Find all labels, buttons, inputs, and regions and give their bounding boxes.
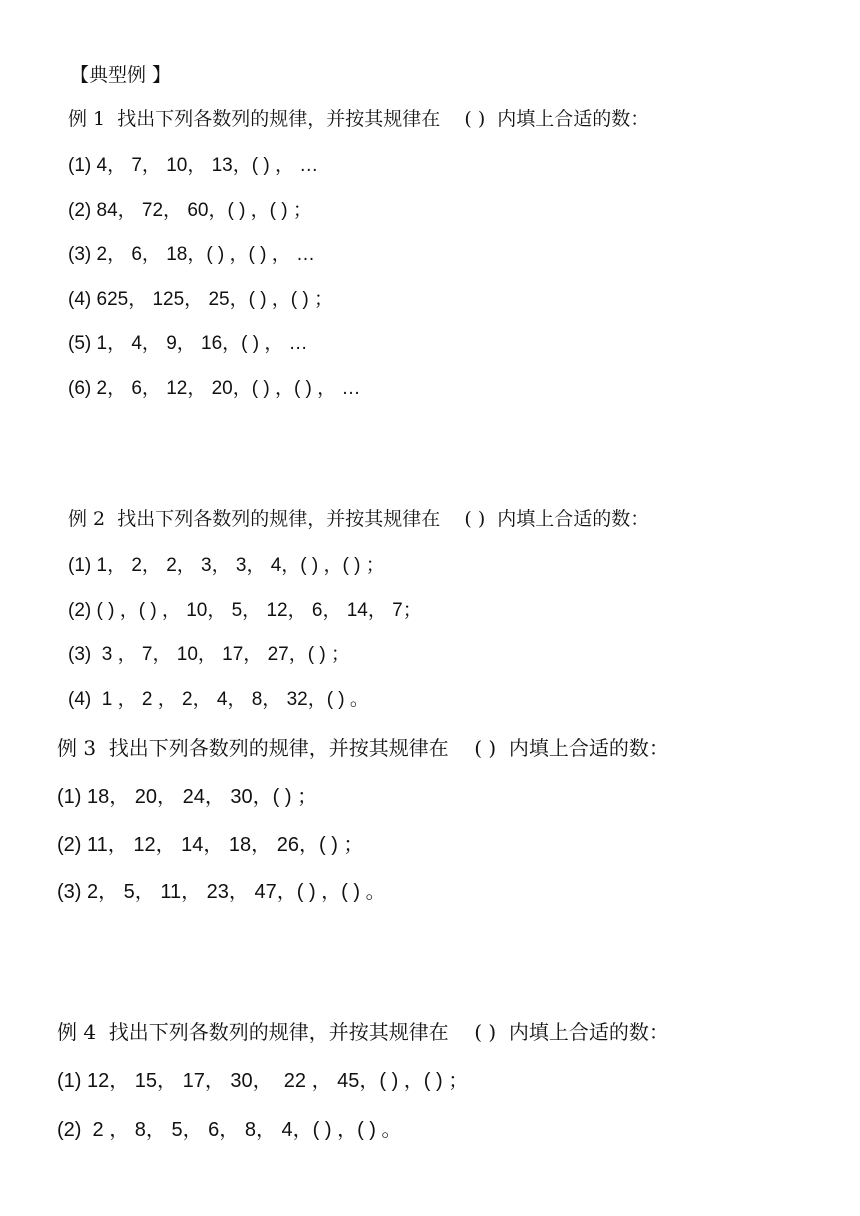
example-1-instruction: 例 1 找出下列各数列的规律，并按其规律在 ( ) 内填上合适的数： [68,108,650,130]
example-2-item-2: (2) ( ) ，( ) ， 10， 5， 12， 6， 14， 7； [68,600,422,621]
example-3-item-2: (2) 11， 12， 14， 18， 26，( ) ； [57,834,364,856]
example-2-item-4: (4) 1 ， 2 ， 2， 4， 8， 32，( ) 。 [68,689,369,710]
example-4-item-2: (2) 2 ， 8， 5， 6， 8， 4，( ) ，( ) 。 [57,1119,402,1141]
example-4-item-1: (1) 12， 15， 17， 30， 22 ， 45，( ) ，( ) ； [57,1070,469,1092]
example-3-item-3: (3) 2， 5， 11， 23， 47，( ) ，( ) 。 [57,881,386,903]
example-1-item-5: (5) 1， 4， 9， 16，( ) ， … [68,333,308,354]
example-3-instruction: 例 3 找出下列各数列的规律，并按其规律在 ( ) 内填上合适的数： [57,736,669,760]
example-1-item-1: (1) 4， 7， 10， 13，( ) ， … [68,155,319,176]
example-1-item-3: (3) 2， 6， 18，( ) ，( ) ， … [68,244,316,265]
example-1-item-4: (4) 625， 125， 25，( ) ，( ) ； [68,289,334,310]
example-3-item-1: (1) 18， 20， 24， 30，( ) ； [57,786,318,808]
example-1-item-2: (2) 84， 72， 60，( ) ，( ) ； [68,200,312,221]
example-2-item-3: (3) 3 ， 7， 10， 17， 27，( ) ； [68,644,350,665]
section-heading: 【典型例 】 [70,64,172,86]
example-1-item-6: (6) 2， 6， 12， 20，( ) ，( ) ， … [68,378,361,399]
example-2-item-1: (1) 1， 2， 2， 3， 3， 4，( ) ，( ) ； [68,555,385,576]
example-2-instruction: 例 2 找出下列各数列的规律，并按其规律在 ( ) 内填上合适的数： [68,508,650,530]
example-4-instruction: 例 4 找出下列各数列的规律，并按其规律在 ( ) 内填上合适的数： [57,1020,669,1044]
